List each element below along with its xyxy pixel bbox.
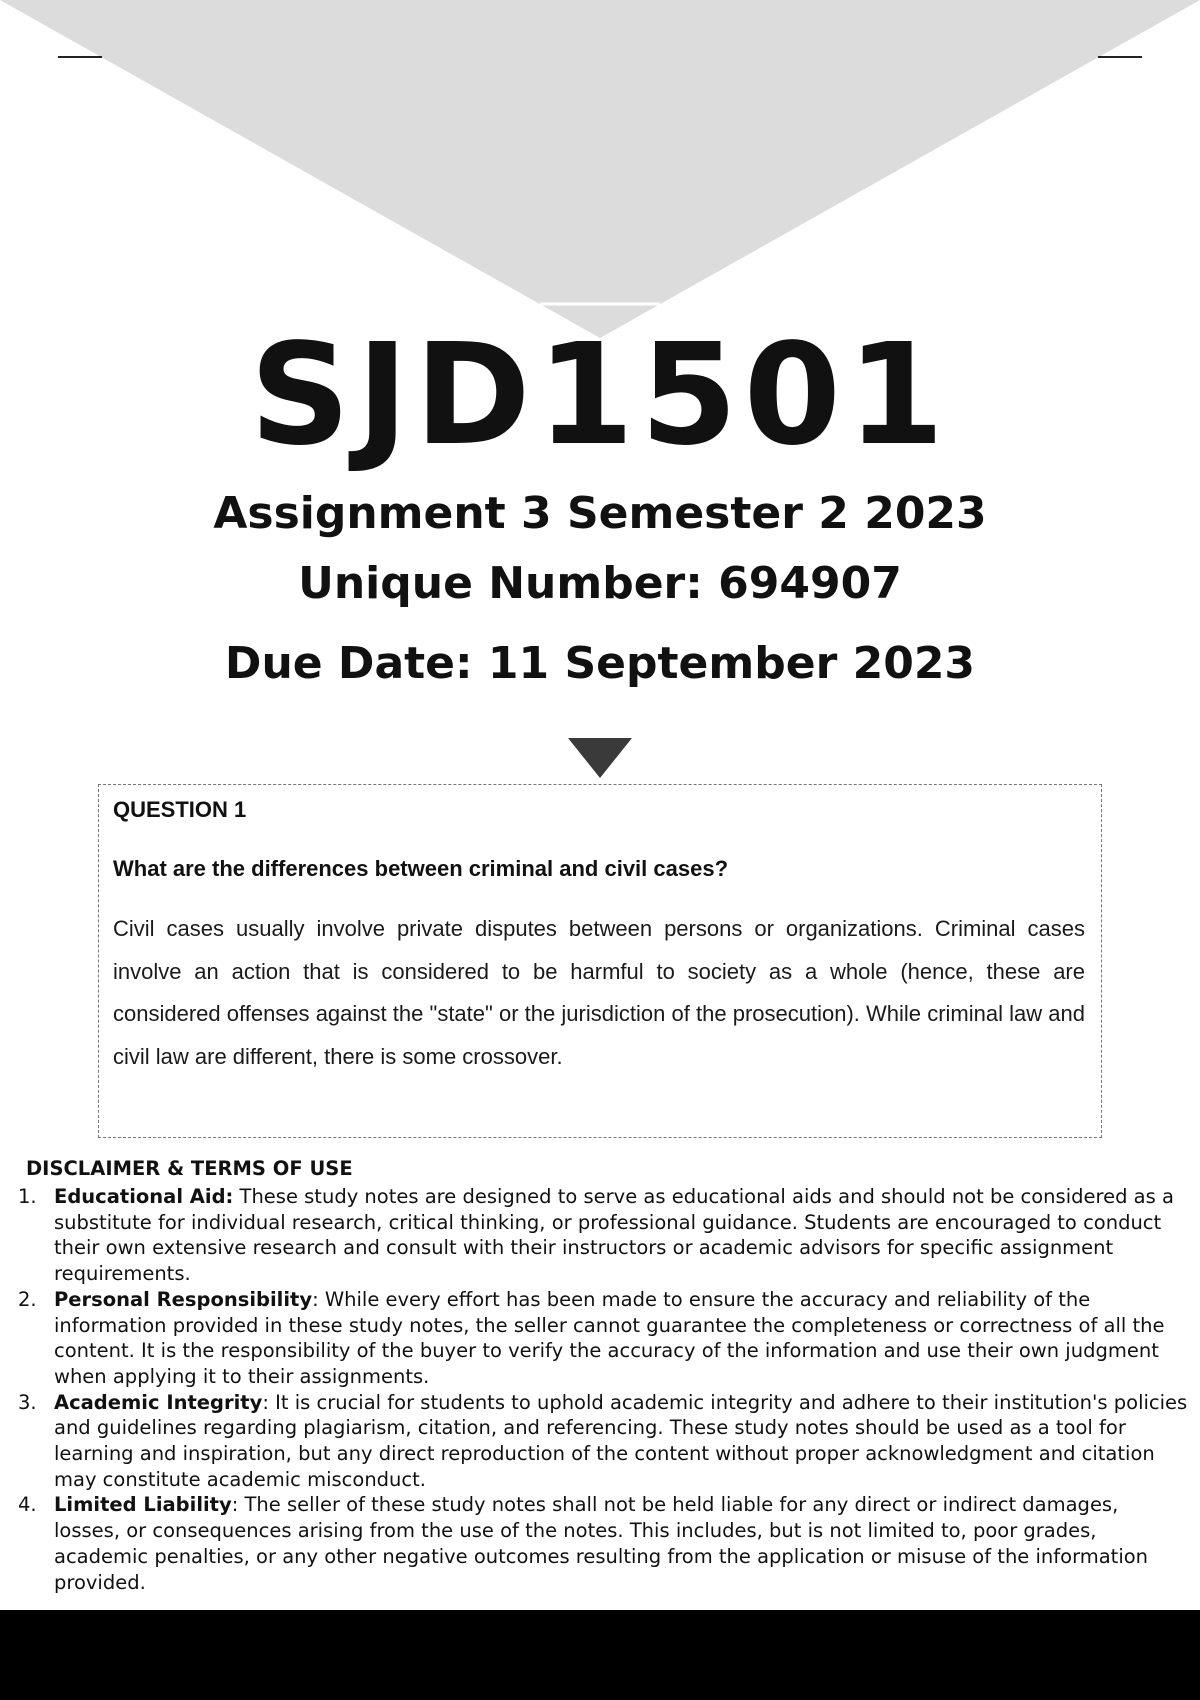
- corner-rule-right: [1098, 56, 1142, 58]
- disclaimer-item-number: 1.: [18, 1185, 37, 1208]
- disclaimer-item: [18, 1492, 1190, 1595]
- course-code-title: SJD1501: [249, 314, 951, 477]
- corner-rule-left: [58, 56, 102, 58]
- footer-bar: [0, 1610, 1200, 1700]
- down-triangle-icon: [568, 738, 632, 778]
- due-date: Due Date: 11 September 2023: [224, 638, 976, 689]
- header-chevron-banner: [0, 0, 1200, 340]
- question-title: QUESTION 1: [113, 797, 247, 822]
- disclaimer-item-number: 4.: [18, 1493, 37, 1517]
- question-prompt: What are the differences between criminal and civil cases?: [113, 856, 729, 881]
- disclaimer-item-heading: Educational Aid:: [54, 1185, 234, 1208]
- disclaimer-item-heading: Academic Integrity: [54, 1390, 263, 1414]
- disclaimer-item-text: These study notes are designed to serve as educational aids and should not be considered as a substitute for individual research, critical thinking, or professional guidance. Students are encouraged to conduct their own extensive research and consult with their instructors or academic advisors for specific assignment requirements.: [54, 1185, 1174, 1286]
- unique-number: Unique Number: 694907: [298, 558, 902, 609]
- disclaimer-item: [18, 1390, 1190, 1493]
- disclaimer-item-heading: Limited Liability: [54, 1493, 232, 1517]
- disclaimer-item-text: : It is crucial for students to uphold academic integrity and adhere to their institution's policies and guidelines regarding plagiarism, citation, and referencing. These study notes should be used as a tool for learning and inspiration, but any direct reproduction of the content without proper acknowledgment and citation may constitute academic misconduct.: [54, 1390, 1188, 1491]
- assignment-subtitle: Assignment 3 Semester 2 2023: [213, 488, 987, 539]
- disclaimer-item-text: : The seller of these study notes shall not be held liable for any direct or indirect damages, losses, or consequences arising from the use of the notes. This includes, but is not limited to, poor grades, academic penalties, or any other negative outcomes resulting from the application or misuse of the information provided.: [54, 1493, 1149, 1594]
- disclaimer-item-heading: Personal Responsibility: [54, 1287, 313, 1311]
- disclaimer-item: [18, 1287, 1190, 1390]
- disclaimer-title: DISCLAIMER & TERMS OF USE: [26, 1157, 353, 1180]
- question-box: [98, 784, 1102, 1138]
- question-answer: Civil cases usually involve private disputes between persons or organizations. Criminal cases involve an action that is considered to be harmful to society as a whole (hence, these are considered offenses against the "state" or the jurisdiction of the prosecution). While criminal law and civil law are different, there is some crossover.: [113, 916, 1085, 1069]
- disclaimer-list: [18, 1184, 1190, 1595]
- disclaimer-item-text: : While every effort has been made to ensure the accuracy and reliability of the information provided in these study notes, the seller cannot guarantee the completeness or correctness of all the content. It is the responsibility of the buyer to verify the accuracy of the information and use their own judgment when applying it to their assignments.: [54, 1287, 1165, 1388]
- disclaimer-item-number: 3.: [18, 1390, 37, 1414]
- disclaimer-item: [18, 1184, 1190, 1287]
- disclaimer-item-number: 2.: [18, 1287, 37, 1311]
